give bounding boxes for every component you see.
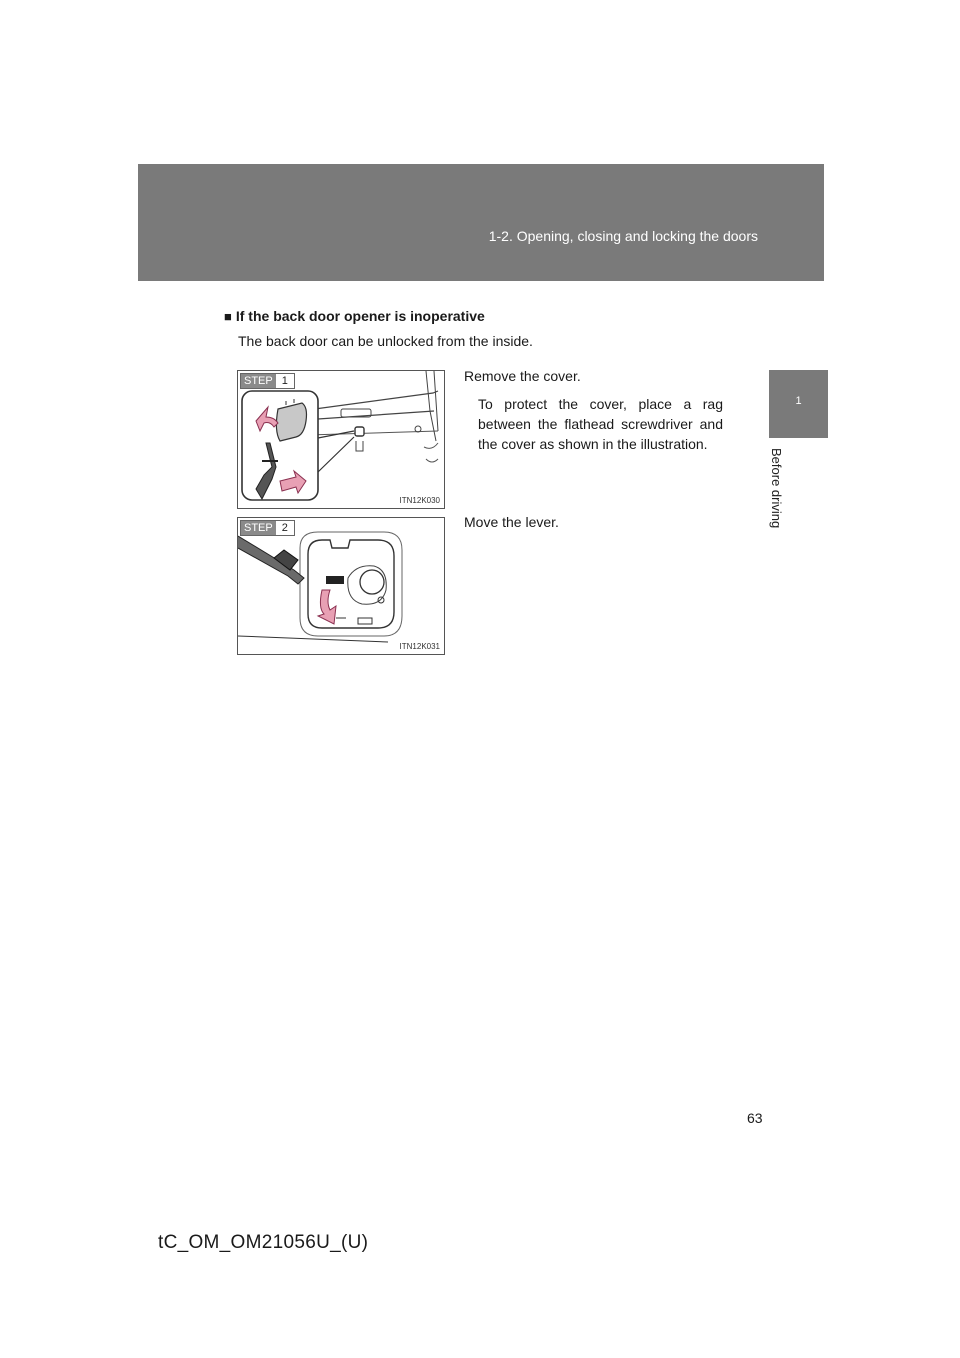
step-number: 1 <box>276 374 294 388</box>
step-label: STEP <box>241 521 276 535</box>
chapter-label-text: Before driving <box>769 448 784 529</box>
step-1-note: To protect the cover, place a rag between the flathead screwdriver and the cover as shown in the illustration. <box>478 396 723 452</box>
intro-text: The back door can be unlocked from the inside. <box>238 333 533 349</box>
step-number: 2 <box>276 521 294 535</box>
figure-code: ITN12K030 <box>399 496 440 505</box>
chapter-tab[interactable] <box>769 370 828 438</box>
step-2-text: Move the lever. <box>464 514 559 530</box>
step-label: STEP <box>241 374 276 388</box>
heading-bullet: ■ <box>224 309 232 324</box>
header-band <box>138 164 824 281</box>
lever-arrow-icon <box>318 590 336 624</box>
step-2-badge <box>240 520 295 536</box>
document-code: tC_OM_OM21056U_(U) <box>158 1232 369 1253</box>
page-number: 63 <box>747 1110 763 1126</box>
step-2-drawing <box>238 518 444 654</box>
section-heading <box>224 308 485 324</box>
heading-text: If the back door opener is inoperative <box>235 308 485 324</box>
figure-code: ITN12K031 <box>399 642 440 651</box>
step-1-badge <box>240 373 295 389</box>
step-1-illustration <box>237 370 445 509</box>
chapter-label <box>770 448 790 558</box>
chapter-number: 1 <box>795 395 802 407</box>
step-2-illustration <box>237 517 445 655</box>
step-1-text: Remove the cover. <box>464 368 581 384</box>
section-title: 1-2. Opening, closing and locking the doors <box>488 228 758 244</box>
step-1-drawing <box>238 371 444 508</box>
